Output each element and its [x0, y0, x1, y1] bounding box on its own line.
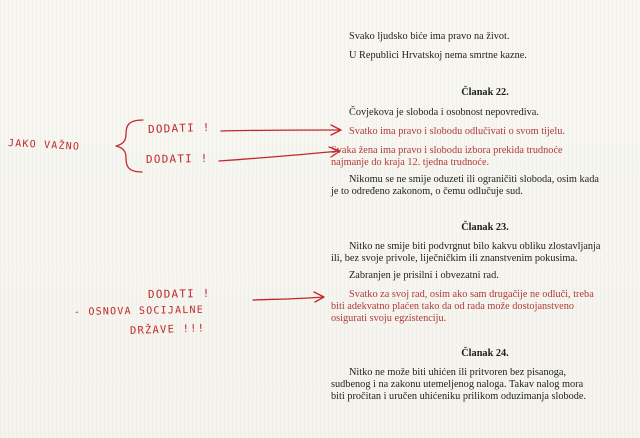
annotation-dodati-3: DODATI !	[147, 286, 211, 301]
article-24-heading: Članak 24.	[461, 348, 509, 359]
article-23-heading: Članak 23.	[461, 222, 509, 233]
paragraph-personal-freedom: Čovjekova je sloboda i osobnost nepovrediva.	[349, 107, 539, 118]
paragraph-no-abuse-line2: ili, bez svoje privole, liječničkim ili znanstvenim pokusima.	[331, 253, 578, 264]
annotation-drzave: DRŽAVE !!!	[129, 322, 206, 337]
paragraph-liberty-line2: je to određeno zakonom, o čemu odlučuje sud.	[331, 186, 523, 197]
paragraph-no-death-penalty: U Republici Hrvatskoj nema smrtne kazne.	[349, 50, 527, 61]
arrow-1-line	[221, 130, 340, 131]
arrow-3-line	[253, 297, 323, 300]
paragraph-liberty-line1: Nikomu se ne smije oduzeti ili ograničiti sloboda, osim kada	[349, 174, 599, 185]
paragraph-right-to-life: Svako ljudsko biće ima pravo na život.	[349, 31, 510, 42]
paragraph-no-abuse-line1: Nitko ne smije biti podvrgnut bilo kakvu obliku zlostavljanja	[349, 241, 601, 252]
paragraph-abortion-right-line2: najmanje do kraja 12. tjedna trudnoće.	[331, 157, 490, 168]
annotation-dodati-1: DODATI !	[147, 120, 211, 136]
arrow-2-line	[219, 151, 339, 161]
annotation-jako-vazno: JAKO VAŽNO	[7, 138, 81, 153]
paragraph-arrest-line3: biti pročitan i uručen uhićeniku prilikom oduzimanja slobode.	[331, 391, 587, 402]
paragraph-bodily-autonomy: Svatko ima pravo i slobodu odlučivati o svom tijelu.	[349, 126, 565, 137]
curly-brace-mark	[116, 120, 143, 172]
paragraph-arrest-line1: Nitko ne može biti uhićen ili pritvoren bez pisanoga,	[349, 367, 567, 378]
annotation-dodati-2: DODATI !	[145, 151, 209, 166]
paragraph-fair-pay-line3: osigurati svoju egzistenciju.	[331, 313, 447, 324]
paragraph-fair-pay-line2: biti adekvatno plaćen tako da od rada može dostojanstveno	[331, 301, 575, 312]
annotation-osnova-socijalne: - OSNOVA SOCIJALNE	[73, 304, 205, 318]
paragraph-fair-pay-line1: Svatko za svoj rad, osim ako sam drugačije ne odluči, treba	[349, 289, 594, 300]
paragraph-abortion-right-line1: Svaka žena ima pravo i slobodu izbora prekida trudnoće	[331, 145, 563, 156]
paragraph-arrest-line2: sudbenog i na zakonu utemeljenog naloga. Takav nalog mora	[331, 379, 584, 390]
paragraph-no-forced-labour: Zabranjen je prisilni i obvezatni rad.	[349, 270, 499, 281]
article-22-heading: Članak 22.	[461, 87, 509, 98]
